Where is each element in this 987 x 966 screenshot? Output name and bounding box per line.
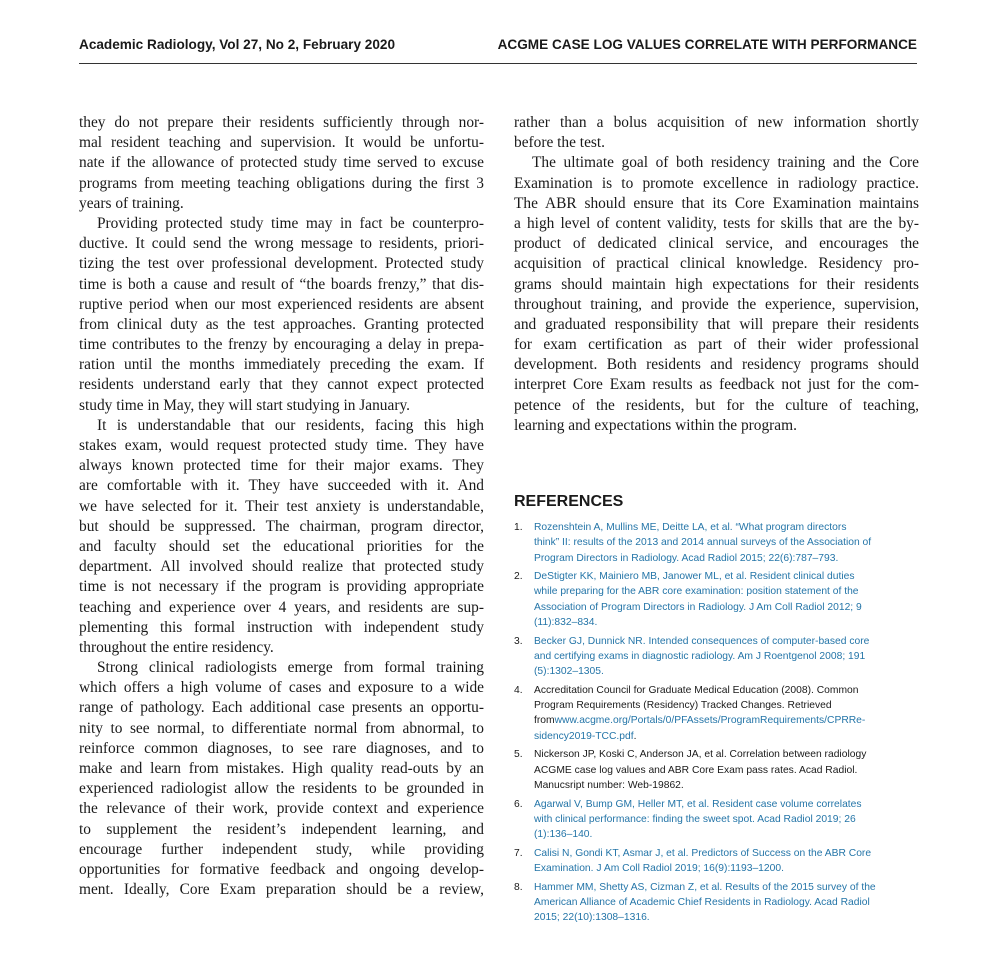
reference-line: Calisi N, Gondi KT, Asmar J, et al. Predictors of Success on the ABR Core — [534, 847, 872, 859]
body-column-right — [514, 113, 919, 436]
text-line: before the test. — [514, 134, 606, 152]
text-line: range of pathology. Each additional case presents an opportu- — [79, 699, 484, 717]
reference-url-link[interactable]: sidency2019-TCC.pdf — [534, 730, 634, 742]
reference-item — [514, 747, 918, 793]
reference-item[interactable] — [514, 846, 918, 877]
reference-line: Accreditation Council for Graduate Medical Education (2008). Common — [534, 684, 859, 696]
reference-line: think” II: results of the 2013 and 2014 annual surveys of the Association of — [534, 537, 872, 549]
text-line: opportunities for formative feedback and ongoing develop- — [79, 860, 484, 878]
reference-item[interactable] — [514, 797, 918, 843]
text-line: programs from meeting teaching obligations during the first 3 — [79, 174, 484, 192]
text-line: ductive. It could send the wrong message to residents, priori- — [79, 235, 484, 253]
text-line: mal resident teaching and supervision. It would be unfortu- — [79, 134, 484, 152]
text-line: which offers a high volume of cases and exposure to a wide — [79, 679, 484, 697]
text-line: experienced radiologist allow the residents to be grounded in — [79, 780, 484, 798]
text-line: The ABR should ensure that its Core Examination maintains — [514, 194, 919, 212]
reference-line: (11):832–834. — [534, 617, 598, 629]
text-line: we have selected for it. Their test anxiety is understandable, — [79, 497, 484, 515]
running-title: ACGME CASE LOG VALUES CORRELATE WITH PERFORMANCE — [497, 37, 917, 52]
text-line: throughout the entire residency. — [79, 638, 274, 656]
text-line: residents understand early that they cannot expect protected — [79, 376, 484, 394]
text-line: the relevance of their work, provide context and experience — [79, 800, 484, 818]
reference-line: Nickerson JP, Koski C, Anderson JA, et al. Correlation between radiology — [534, 749, 867, 761]
body-column-left — [79, 113, 484, 900]
reference-url-line — [534, 713, 918, 728]
text-line: It is understandable that our residents, facing this high — [97, 416, 484, 434]
text-line: The ultimate goal of both residency training and the Core — [532, 154, 919, 172]
reference-number: 8. — [514, 881, 523, 893]
reference-number: 7. — [514, 847, 523, 859]
running-header — [79, 37, 917, 57]
header-rule — [79, 63, 917, 64]
text-line: and faculty should set the educational priorities for the — [79, 537, 484, 555]
text-line: and graduated responsibility that will prepare their residents — [514, 315, 919, 333]
text-line: teaching and experience over 4 years, and residents are sup- — [79, 598, 484, 616]
text-line: for exam certification as part of their wider professional — [514, 336, 919, 354]
text-line: reinforce common diagnoses, to see rare diagnoses, and to — [79, 739, 484, 757]
reference-line: Hammer MM, Shetty AS, Cizman Z, et al. Results of the 2015 survey of the — [534, 881, 876, 893]
text-line: from clinical duty as the test approaches. Granting protected — [79, 315, 484, 333]
reference-line: Examination. J Am Coll Radiol 2019; 16(9):1193–1200. — [534, 863, 784, 875]
text-line: time contributes to the frenzy by encouraging a delay in prepa- — [79, 336, 484, 354]
reference-number: 4. — [514, 684, 523, 696]
text-line: nate if the allowance of protected study time served to excuse — [79, 154, 484, 172]
reference-number: 6. — [514, 798, 523, 810]
journal-citation: Academic Radiology, Vol 27, No 2, February 2020 — [79, 37, 396, 52]
text-line: years of training. — [79, 194, 184, 212]
text-line: interpret Core Exam results as feedback not just for the com- — [514, 376, 919, 394]
reference-line: DeStigter KK, Mainiero MB, Janower ML, et al. Resident clinical duties — [534, 571, 855, 583]
text-line: rather than a bolus acquisition of new information shortly — [514, 114, 919, 131]
reference-line: ACGME case log values and ABR Core Exam pass rates. Acad Radiol. — [534, 764, 858, 776]
reference-item[interactable] — [514, 880, 918, 926]
reference-url-link[interactable]: www.acgme.org/Portals/0/PFAssets/ProgramRequirements/CPRRe- — [554, 715, 866, 727]
text-line: learning and expectations within the program. — [514, 416, 797, 434]
text-line: always known protected time for their major exams. They — [79, 457, 484, 475]
reference-number: 2. — [514, 571, 523, 583]
text-line: throughout training, and provide the experience, supervision, — [514, 295, 919, 313]
text-line: ration until the months immediately preceding the exam. If — [79, 356, 484, 374]
reference-line: Program Directors in Radiology. Acad Radiol 2015; 22(6):787–793. — [534, 552, 839, 564]
text-line: ruptive period when our most experienced residents are absent — [79, 295, 484, 313]
references-list — [514, 520, 918, 929]
references-heading: REFERENCES — [514, 493, 624, 510]
text-line: Examination is to promote excellence in radiology practice. — [514, 174, 919, 192]
reference-line: (5):1302–1305. — [534, 666, 604, 678]
reference-url-suffix: . — [633, 730, 637, 742]
text-line: are comfortable with it. They have succeeded with it. And — [79, 477, 484, 495]
reference-line: Becker GJ, Dunnick NR. Intended consequences of computer-based core — [534, 635, 870, 647]
reference-number: 3. — [514, 635, 523, 647]
text-line: make and learn from mistakes. High quality read-outs by an — [79, 760, 484, 777]
text-line: tizing the test over professional development. Protected study — [79, 255, 484, 273]
text-line: Strong clinical radiologists emerge from formal training — [97, 659, 484, 677]
reference-line: 2015; 22(10):1308–1316. — [534, 912, 650, 924]
reference-line: Program Requirements (Residency) Tracked Changes. Retrieved — [534, 700, 832, 712]
text-line: they do not prepare their residents sufficiently through nor- — [79, 114, 484, 131]
text-line: ment. Ideally, Core Exam preparation should be a review, — [79, 881, 484, 899]
reference-item — [514, 683, 918, 744]
text-line: stakes exam, would request protected study time. They have — [79, 437, 484, 454]
text-line: a high level of content validity, tests for skills that are the by- — [514, 214, 919, 232]
text-line: grams should maintain high expectations for their residents — [514, 275, 919, 293]
text-line: nity to see normal, to differentiate normal from abnormal, to — [79, 719, 484, 737]
text-line: time is both a cause and result of “the boards frenzy,” that dis- — [79, 275, 484, 293]
reference-item[interactable] — [514, 520, 918, 566]
text-line: encourage further independent study, while providing — [79, 840, 484, 858]
reference-url-line — [534, 729, 918, 744]
reference-line: Rozenshtein A, Mullins ME, Deitte LA, et al. “What program directors — [534, 522, 847, 533]
text-line: but should be suppressed. The chairman, program director, — [79, 517, 484, 535]
reference-line: with clinical performance: finding the sweet spot. Acad Radiol 2019; 26 — [534, 813, 856, 825]
text-line: product of dedicated clinical service, and encourages the — [514, 235, 919, 253]
reference-line: Manucsript number: Web-19862. — [534, 779, 684, 791]
reference-line: American Alliance of Academic Chief Residents in Radiology. Acad Radiol — [534, 896, 870, 908]
text-line: Providing protected study time may in fact be counterpro- — [97, 214, 484, 232]
text-line: acquisition of practical clinical knowledge. Residency pro- — [514, 255, 919, 273]
reference-url-prefix: from — [534, 715, 555, 727]
reference-number: 5. — [514, 749, 523, 761]
reference-line: Agarwal V, Bump GM, Heller MT, et al. Resident case volume correlates — [534, 798, 862, 810]
reference-item[interactable] — [514, 634, 918, 680]
text-line: development. Both residents and residency programs should — [514, 356, 919, 374]
text-line: study time in May, they will start studying in January. — [79, 396, 411, 414]
text-line: plementing this formal instruction with independent study — [79, 618, 484, 636]
reference-line: (1):136–140. — [534, 829, 593, 841]
reference-item[interactable] — [514, 569, 918, 630]
text-line: department. All involved should realize that protected study — [79, 558, 484, 576]
reference-line: and certifying exams in diagnostic radiology. Am J Roentgenol 2008; 191 — [534, 650, 866, 662]
text-line: time is not necessary if the program is providing appropriate — [79, 578, 484, 596]
reference-line: Association of Program Directors in Radiology. J Am Coll Radiol 2012; 9 — [534, 601, 862, 613]
text-line: petence of the residents, but for the culture of teaching, — [514, 396, 919, 414]
reference-number: 1. — [514, 522, 523, 533]
text-line: to supplement the resident’s independent learning, and — [79, 820, 484, 838]
reference-line: while preparing for the ABR core examination: position statement of the — [534, 586, 859, 598]
